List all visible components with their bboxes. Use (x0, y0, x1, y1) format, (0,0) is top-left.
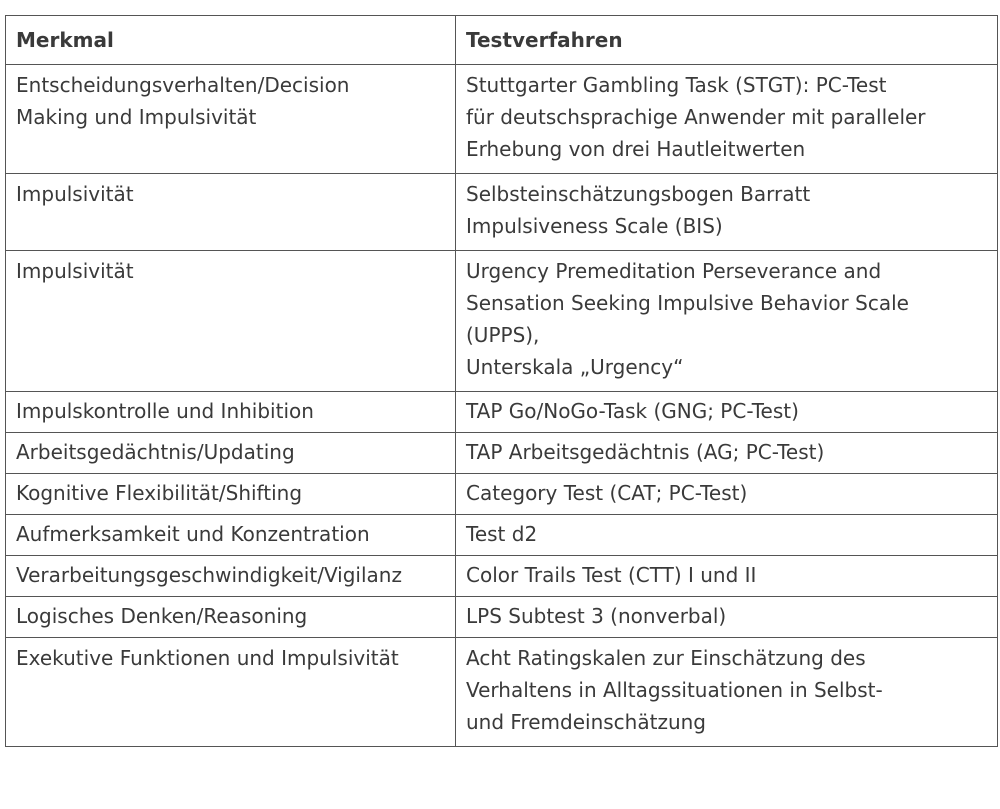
cell-line: Test d2 (466, 522, 538, 546)
merkmal-cell (6, 638, 456, 747)
cell-line: Exekutive Funktionen und Impulsivität (16, 646, 399, 670)
cell-line: für deutschsprachige Anwender mit paralleler (466, 105, 926, 129)
cell-line: Arbeitsgedächtnis/Updating (16, 440, 295, 464)
cell-line: Impulskontrolle und Inhibition (16, 399, 314, 423)
merkmal-cell (6, 515, 456, 556)
merkmal-cell (6, 174, 456, 251)
header-merkmal: Merkmal (6, 16, 456, 65)
cell-line: Erhebung von drei Hautleitwerten (466, 137, 806, 161)
cell-line: TAP Arbeitsgedächtnis (AG; PC-Test) (466, 440, 825, 464)
table-row (6, 556, 998, 597)
cell-line: Selbsteinschätzungsbogen Barratt (466, 182, 811, 206)
test-cell (456, 65, 998, 174)
test-cell (456, 638, 998, 747)
cell-line: Stuttgarter Gambling Task (STGT): PC-Test (466, 73, 887, 97)
cell-line: Impulsiveness Scale (BIS) (466, 214, 723, 238)
cell-line: Impulsivität (16, 182, 134, 206)
test-cell (456, 597, 998, 638)
cell-line: Unterskala „Urgency“ (466, 355, 684, 379)
table-row (6, 174, 998, 251)
cell-line: und Fremdeinschätzung (466, 710, 706, 734)
cell-line: Aufmerksamkeit und Konzentration (16, 522, 370, 546)
test-cell (456, 474, 998, 515)
table-row (6, 597, 998, 638)
merkmal-cell (6, 433, 456, 474)
cell-line: TAP Go/NoGo-Task (GNG; PC-Test) (466, 399, 799, 423)
merkmal-cell (6, 597, 456, 638)
cell-line: Impulsivität (16, 259, 134, 283)
test-cell (456, 556, 998, 597)
merkmal-cell (6, 556, 456, 597)
cell-line: Acht Ratingskalen zur Einschätzung des (466, 646, 866, 670)
merkmal-cell (6, 474, 456, 515)
table-row (6, 392, 998, 433)
table-header-row (6, 16, 998, 65)
merkmal-cell (6, 65, 456, 174)
cell-line: LPS Subtest 3 (nonverbal) (466, 604, 727, 628)
cell-line: (UPPS), (466, 323, 540, 347)
table-row (6, 251, 998, 392)
test-cell (456, 251, 998, 392)
cell-line: Category Test (CAT; PC-Test) (466, 481, 748, 505)
table-row (6, 433, 998, 474)
table-row (6, 515, 998, 556)
cell-line: Making und Impulsivität (16, 105, 257, 129)
cell-line: Verarbeitungsgeschwindigkeit/Vigilanz (16, 563, 402, 587)
cell-line: Kognitive Flexibilität/Shifting (16, 481, 303, 505)
test-cell (456, 515, 998, 556)
cell-line: Color Trails Test (CTT) I und II (466, 563, 757, 587)
header-testverfahren: Testverfahren (456, 16, 998, 65)
cell-line: Entscheidungsverhalten/Decision (16, 73, 350, 97)
cell-line: Logisches Denken/Reasoning (16, 604, 308, 628)
cell-line: Urgency Premeditation Perseverance and (466, 259, 882, 283)
test-cell (456, 433, 998, 474)
cell-line: Verhaltens in Alltagssituationen in Selbst- (466, 678, 883, 702)
table-row (6, 65, 998, 174)
table-row (6, 474, 998, 515)
table-row (6, 638, 998, 747)
cell-line: Sensation Seeking Impulsive Behavior Scale (466, 291, 909, 315)
test-cell (456, 392, 998, 433)
test-cell (456, 174, 998, 251)
merkmal-cell (6, 392, 456, 433)
merkmal-cell (6, 251, 456, 392)
test-table (5, 15, 998, 747)
